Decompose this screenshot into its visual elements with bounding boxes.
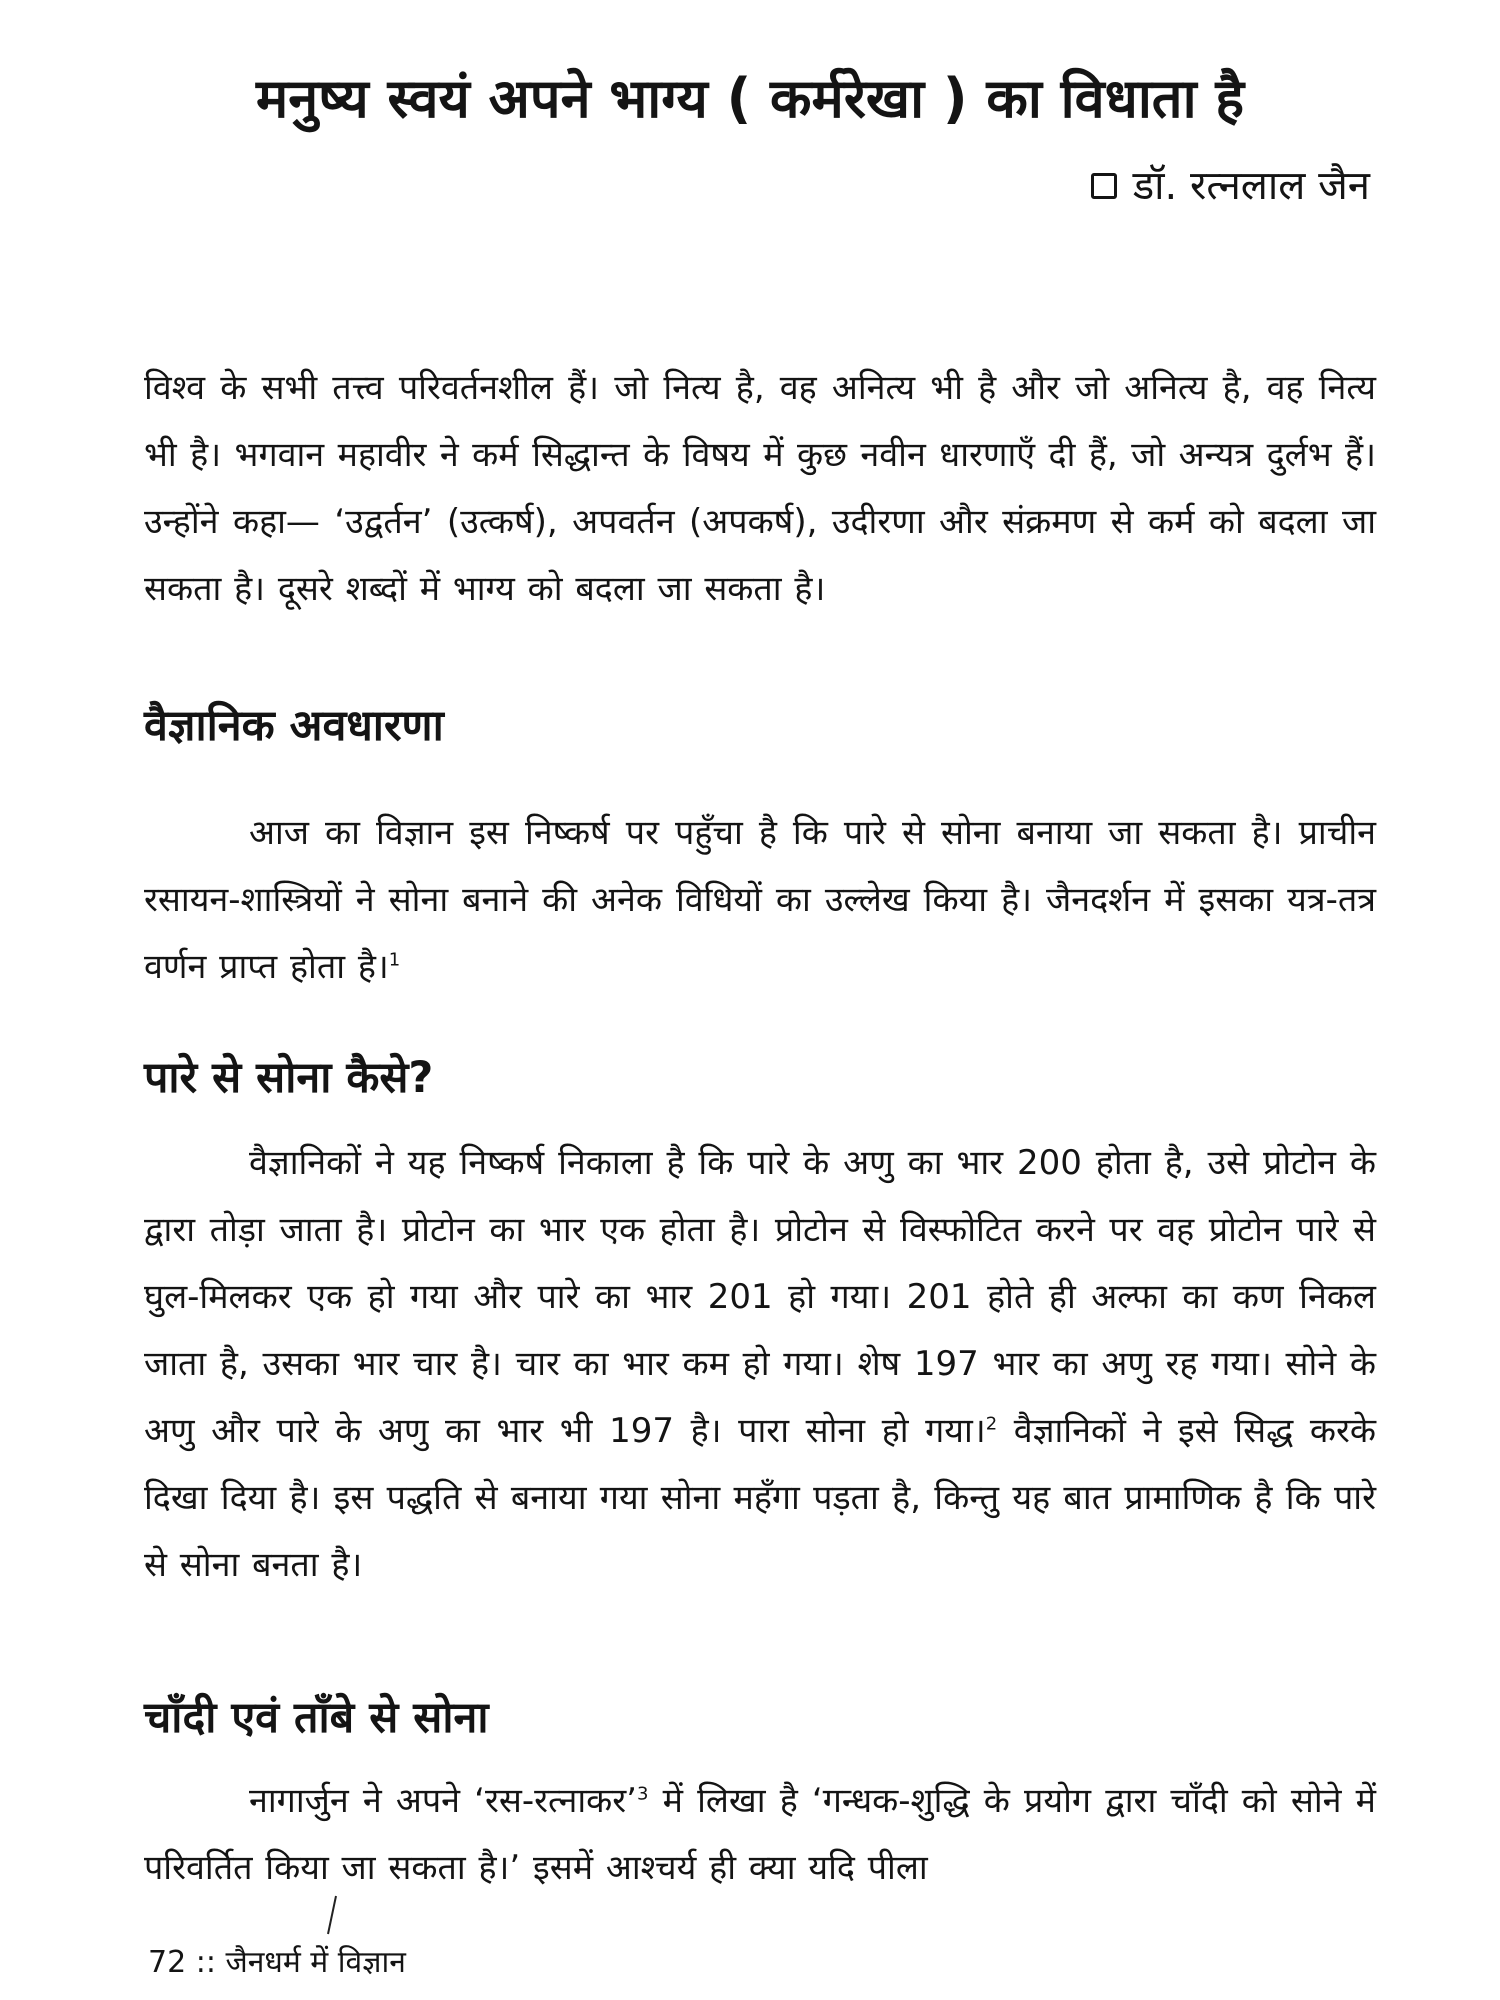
section-heading-silver-copper-to-gold: चाँदी एवं ताँबे से सोना: [144, 1693, 489, 1743]
footnote-ref: 2: [985, 1413, 998, 1435]
paragraph-text: वैज्ञानिकों ने यह निष्कर्ष निकाला है कि पारे के अणु का भार 200 होता है, उसे प्रोटोन के द्वारा तोड़ा जाता है। प्रोटोन का भार एक होता है। प्रोटोन से विस्फोटित करने पर वह प्रोटोन पारे से घुल-मिलकर एक हो गया और पारे का भार 201 हो गया। 201 होते ही अल्फा का कण निकल जाता है, उसका भार चार है। चार का भार कम हो गया। शेष 197 भार का अणु रह गया। सोने के अणु और पारे के अणु का भार भी 197 है। पारा सोना हो गया।: [144, 1143, 1376, 1451]
author-name: डॉ. रत्नलाल जैन: [1132, 163, 1370, 209]
checkbox-bullet-icon: [1091, 173, 1117, 199]
page-footer: 72 :: जैनधर्म में विज्ञान: [148, 1945, 406, 1980]
paragraph-text-continued: वैज्ञानिकों ने इसे सिद्ध करके दिखा दिया है। इस पद्धति से बनाया गया सोना महँगा पड़ता है, किन्तु यह बात प्रामाणिक है कि पारे से सोना बनता है।: [144, 1411, 1376, 1585]
section-heading-scientific-concept: वैज्ञानिक अवधारणा: [144, 701, 444, 751]
paragraph-text: नागार्जुन ने अपने ‘रस-रत्नाकर’: [249, 1781, 637, 1821]
footnote-ref: 1: [388, 949, 401, 971]
pen-stroke-mark: [326, 1895, 338, 1935]
paragraph-text-continued: में लिखा है ‘गन्धक-शुद्धि के प्रयोग द्वारा चाँदी को सोने में परिवर्तित किया जा सकता है।’ इसमें आश्चर्य ही क्या यदि पीला: [144, 1781, 1377, 1888]
section-paragraph-silver-copper-to-gold: [144, 1768, 1376, 1902]
author-line: [1091, 158, 1370, 214]
section-paragraph-mercury-to-gold: [144, 1130, 1376, 1599]
footnote-ref: 3: [637, 1783, 649, 1805]
section-heading-mercury-to-gold: पारे से सोना कैसे?: [144, 1053, 434, 1103]
page-title: मनुष्य स्वयं अपने भाग्य ( कर्मरेखा ) का विधाता है: [255, 67, 1245, 131]
section-paragraph-scientific-concept: [144, 800, 1376, 1001]
intro-paragraph: विश्व के सभी तत्त्व परिवर्तनशील हैं। जो नित्य है, वह अनित्य भी है और जो अनित्य है, वह नित्य भी है। भगवान महावीर ने कर्म सिद्धान्त के विषय में कुछ नवीन धारणाएँ दी हैं, जो अन्यत्र दुर्लभ हैं। उन्होंने कहा— ‘उद्वर्तन’ (उत्कर्ष), अपवर्तन (अपकर्ष), उदीरणा और संक्रमण से कर्म को बदला जा सकता है। दूसरे शब्दों में भाग्य को बदला जा सकता है।: [144, 368, 1376, 609]
paragraph-text: आज का विज्ञान इस निष्कर्ष पर पहुँचा है कि पारे से सोना बनाया जा सकता है। प्राचीन रसायन-शास्त्रियों ने सोना बनाने की अनेक विधियों का उल्लेख किया है। जैनदर्शन में इसका यत्र-तत्र वर्णन प्राप्त होता है।: [144, 813, 1376, 987]
